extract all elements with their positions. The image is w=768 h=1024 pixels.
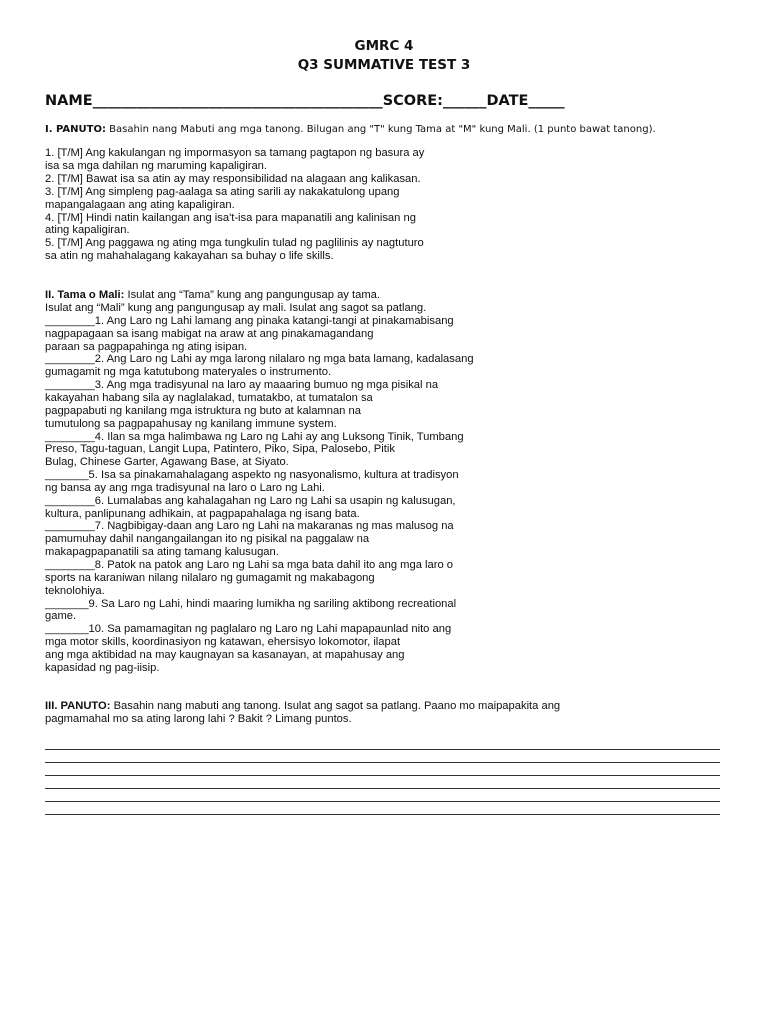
statement-line: kapasidad ng pag-iisip. <box>45 661 160 674</box>
question-line: 4. [T/M] Hindi natin kailangan ang isa't-isa para mapanatili ang kalinisan ng <box>45 211 416 224</box>
statement-line: paraan sa pagpapahinga ng ating isipan. <box>45 340 248 353</box>
statement-line: gumagamit ng mga katutubong materyales o instrumento. <box>45 366 332 379</box>
statement-line: _______10. Sa pamamagitan ng paglalaro ng Laro ng Lahi mapapaunlad nito ang <box>45 623 452 636</box>
subject-title: GMRC 4 <box>354 38 414 54</box>
part2-instruction: Isulat ang “Tama” kung ang pangungusap ay tama. <box>124 289 380 301</box>
statement-line: kakayahan habang sila ay naglalakad, tumatakbo, at tumatalon sa <box>45 391 373 404</box>
statement-line: tumutulong sa pagpapahusay ng kanilang immune system. <box>45 417 337 430</box>
statement-line: _______5. Isa sa pinakamahalagang aspekto ng nasyonalismo, kultura at tradisyon <box>45 469 459 482</box>
statement-line: teknolohiya. <box>45 584 105 597</box>
statement-line: sports na karaniwan nilang nilalaro ng gumagamit ng makabagong <box>45 571 375 584</box>
statement-line: ang mga aktibidad na may kaugnayan sa kasanayan, at mapahusay ang <box>45 648 405 661</box>
answer-line[interactable] <box>45 749 720 750</box>
part3-directions <box>45 700 560 713</box>
statement-line: mga motor skills, koordinasiyon ng katawan, ehersisyo lokomotor, ilapat <box>45 636 401 649</box>
statement-line: ________1. Ang Laro ng Lahi lamang ang pinaka katangi-tangi at pinakamabisang <box>45 314 454 327</box>
part1-instruction: Basahin nang Mabuti ang mga tanong. Bilugan ang "T" kung Tama at "M" kung Mali. (1 punto bawat tanong). <box>105 124 656 135</box>
statement-line: makapagpapanatili sa ating tamang kalusugan. <box>45 546 279 559</box>
statement-line: pamumuhay dahil nangangailangan ito ng pisikal na paggalaw na <box>45 533 370 546</box>
statement-line: _______9. Sa Laro ng Lahi, hindi maaring lumikha ng sariling aktibong recreational <box>45 597 457 610</box>
answer-line[interactable] <box>45 762 720 763</box>
question-line: pagmamahal mo sa ating larong lahi ? Bakit ? Limang puntos. <box>45 713 352 725</box>
answer-line[interactable] <box>45 775 720 776</box>
part2-heading: II. Tama o Mali: <box>45 289 125 301</box>
statement-line: nagpapagaan sa isang mabigat na araw at ang pinakamagandang <box>45 327 374 340</box>
statement-line: ________4. Ilan sa mga halimbawa ng Laro ng Lahi ay ang Luksong Tinik, Tumbang <box>45 430 464 443</box>
answer-line[interactable] <box>45 801 720 802</box>
statement-line: ________8. Patok na patok ang Laro ng Lahi sa mga bata dahil ito ang mga laro o <box>45 559 454 571</box>
name-score-date-line[interactable]: NAME________________________________________SCORE:______DATE_____ <box>45 93 565 109</box>
answer-line[interactable] <box>45 788 720 789</box>
question-line: mapangalagaan ang ating kapaligiran. <box>45 198 235 211</box>
part2-directions <box>45 289 380 302</box>
question-line: 1. [T/M] Ang kakulangan ng impormasyon sa tamang pagtapon ng basura ay <box>45 147 425 159</box>
statement-line: ________2. Ang Laro ng Lahi ay mga larong nilalaro ng mga bata lamang, kadalasang <box>45 353 474 366</box>
part3-heading: III. PANUTO: <box>45 700 111 712</box>
part3-instruction: Basahin nang mabuti ang tanong. Isulat ang sagot sa patlang. Paano mo maipapakita ang <box>110 700 561 712</box>
answer-line[interactable] <box>45 814 720 815</box>
test-title: Q3 SUMMATIVE TEST 3 <box>297 57 471 73</box>
statement-line: ________3. Ang mga tradisyunal na laro ay maaaring bumuo ng mga pisikal na <box>45 379 439 392</box>
statement-line: ________6. Lumalabas ang kahalagahan ng Laro ng Lahi sa usapin ng kalusugan, <box>45 494 456 507</box>
statement-line: Preso, Tagu-taguan, Langit Lupa, Patintero, Piko, Sipa, Palosebo, Pitik <box>45 443 395 456</box>
statement-line: pagpapabuti ng kanilang mga istruktura ng buto at kalamnan na <box>45 404 361 417</box>
statement-line: kultura, panlipunang adhikain, at pagpapahalaga ng isang bata. <box>45 507 360 520</box>
part1-directions <box>45 124 656 137</box>
question-line: 5. [T/M] Ang paggawa ng ating mga tungkulin tulad ng paglilinis ay nagtuturo <box>45 237 424 250</box>
question-line: 3. [T/M] Ang simpleng pag-aalaga sa ating sarili ay nakakatulong upang <box>45 185 400 198</box>
part1-heading: I. PANUTO: <box>45 124 106 135</box>
statement-line: Isulat ang “Mali” kung ang pangungusap ay mali. Isulat ang sagot sa patlang. <box>45 302 427 314</box>
question-line: 2. [T/M] Bawat isa sa atin ay may responsibilidad na alagaan ang kalikasan. <box>45 172 421 185</box>
statement-line: Bulag, Chinese Garter, Agawang Base, at Siyato. <box>45 456 289 469</box>
statement-line: ________7. Nagbibigay-daan ang Laro ng Lahi na makaranas ng mas malusog na <box>45 520 454 533</box>
question-line: sa atin ng mahahalagang kakayahan sa buhay o life skills. <box>45 250 334 263</box>
question-line: isa sa mga dahilan ng maruming kapaligiran. <box>45 159 268 172</box>
question-line: ating kapaligiran. <box>45 224 130 237</box>
statement-line: game. <box>45 610 77 623</box>
statement-line: ng bansa ay ang mga tradisyunal na laro o Laro ng Lahi. <box>45 481 325 494</box>
